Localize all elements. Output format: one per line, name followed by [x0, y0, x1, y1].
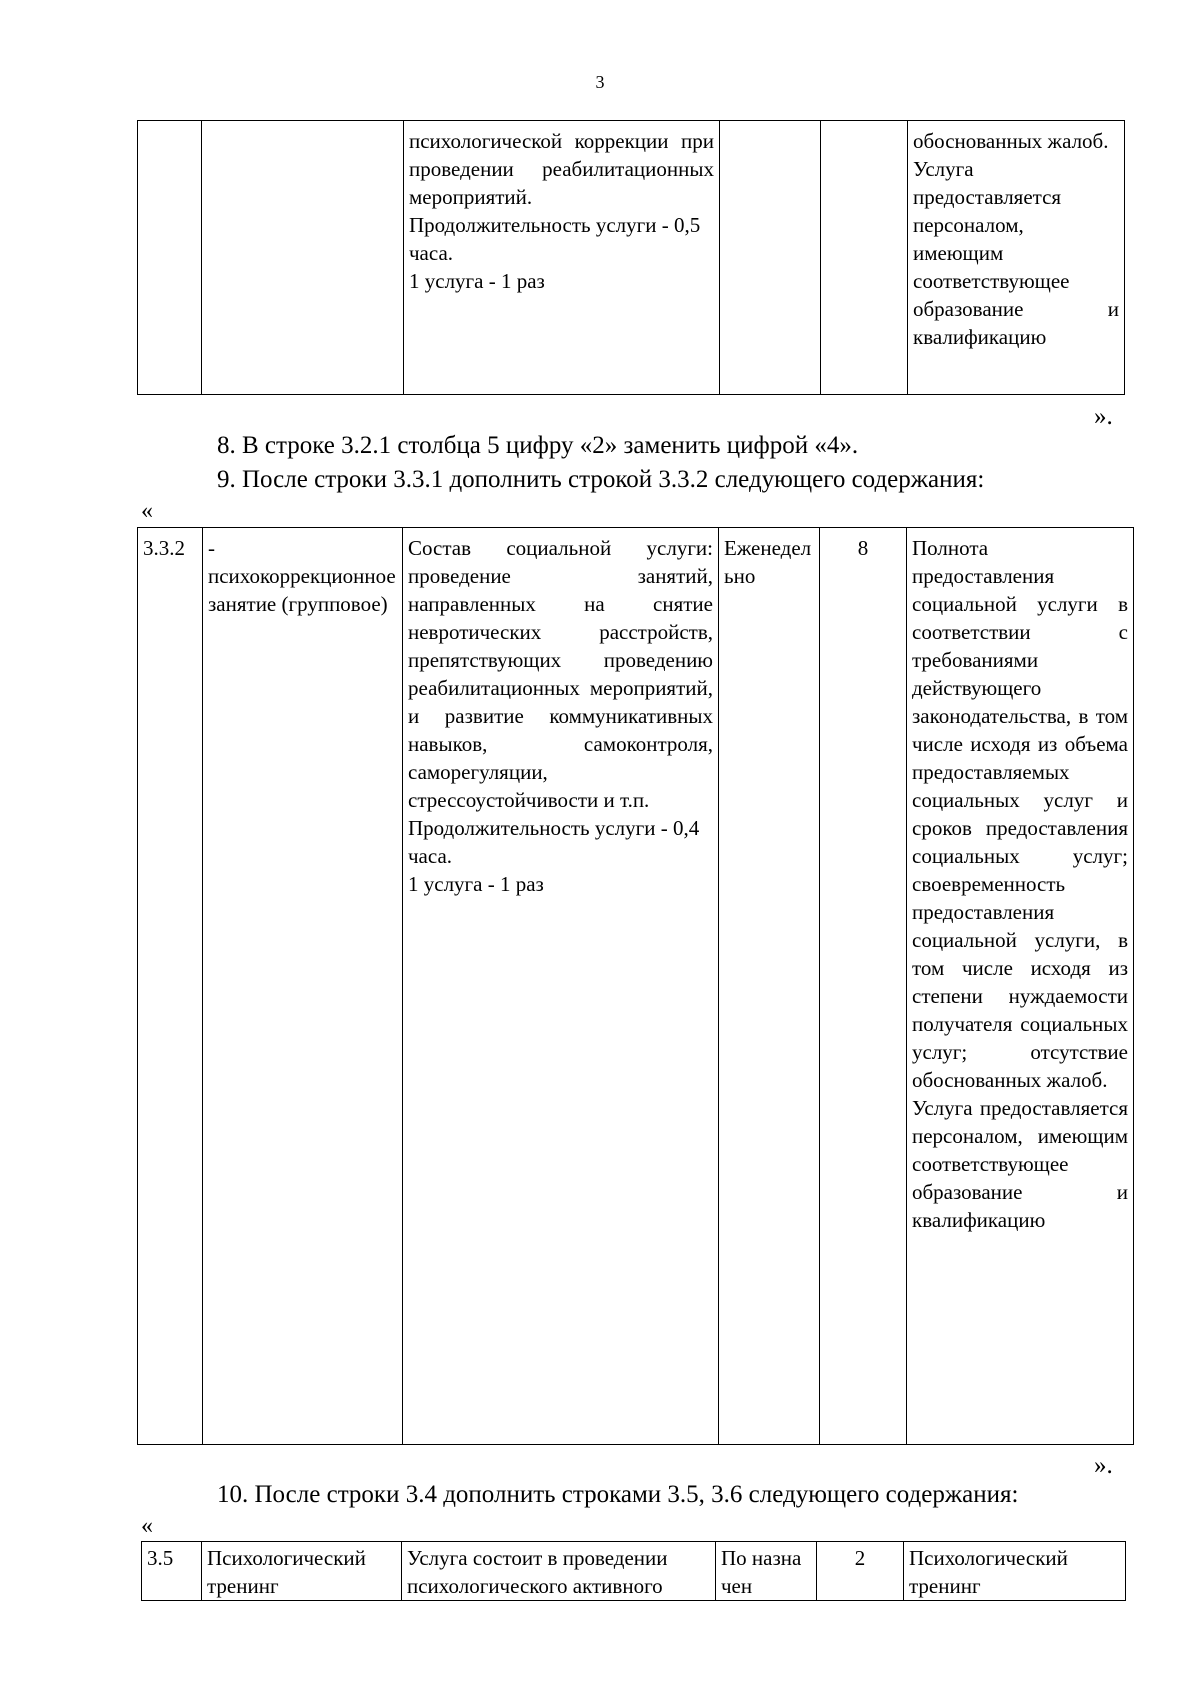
- content-duration: Продолжительность услуги - 0,4 часа.: [408, 816, 700, 868]
- cell-frequency: По назначен: [716, 1542, 817, 1601]
- cell-quality: [907, 528, 1134, 1445]
- cell-count: 8: [820, 528, 907, 1445]
- cell-frequency: Еженедельно: [719, 528, 820, 1445]
- content-frequency: 1 услуга - 1 раз: [408, 872, 544, 896]
- content-text: Состав социальной услуги: проведение занятий, направленных на снятие невротических расстройств, препятствующих проведению реабилитационных мероприятий, и развитие коммуникативных навыков, самоконтроля, саморегуляции, стрессоустойчивости и т.п.: [408, 536, 713, 812]
- closing-quote-1: ».: [1094, 403, 1113, 430]
- table-row: [138, 528, 1134, 1445]
- cell-name: - психокоррекционное занятие (групповое): [203, 528, 403, 1445]
- cell-content: [404, 121, 720, 395]
- closing-quote-2: ».: [1094, 1452, 1113, 1479]
- opening-quote-1: «: [141, 498, 153, 524]
- cell-content: [403, 528, 719, 1445]
- table-row: [138, 121, 1125, 395]
- quality-staff: Услуга предоставляется персоналом, имеющим соответствующее образование и квалификацию: [913, 157, 1119, 349]
- quality-text: Полнота предоставления социальной услуги в соответствии с требованиями действующего законодательства, в том числе исходя из объема предоставляемых социальных услуг и сроков предоставления социальных услуг; своевременность предоставления социальной услуги, в том числе исходя из степени нуждаемости получателя социальных услуг; отсутствие обоснованных жалоб.: [912, 536, 1128, 1092]
- page-number: 3: [595, 72, 605, 92]
- cell-number: 3.3.2: [138, 528, 203, 1445]
- cell-quality: Психологический тренинг: [904, 1542, 1126, 1601]
- content-text: психологической коррекции при проведении реабилитационных мероприятий.: [409, 129, 714, 209]
- cell-count: 2: [817, 1542, 904, 1601]
- content-duration: Продолжительность услуги - 0,5 часа.: [409, 213, 701, 265]
- table-continuation: [137, 120, 1125, 395]
- table-row-3-5: [141, 1541, 1126, 1601]
- cell-name: Психологический тренинг: [202, 1542, 402, 1601]
- table-row: [142, 1542, 1126, 1601]
- cell-number: 3.5: [142, 1542, 202, 1601]
- quality-staff: Услуга предоставляется персоналом, имеющим соответствующее образование и квалификацию: [912, 1096, 1128, 1232]
- paragraph-9: 9. После строки 3.3.1 дополнить строкой 3.3.2 следующего содержания:: [217, 466, 985, 493]
- cell-frequency: [720, 121, 821, 395]
- table-row-3-3-2: [137, 527, 1134, 1445]
- cell-number: [138, 121, 202, 395]
- cell-quality: [908, 121, 1125, 395]
- cell-name: [202, 121, 404, 395]
- cell-content: Услуга состоит в проведении психологического активного: [402, 1542, 716, 1601]
- cell-count: [821, 121, 908, 395]
- content-frequency: 1 услуга - 1 раз: [409, 269, 545, 293]
- opening-quote-2: «: [141, 1513, 153, 1539]
- paragraph-8: 8. В строке 3.2.1 столбца 5 цифру «2» заменить цифрой «4».: [217, 432, 859, 459]
- quality-text: обоснованных жалоб.: [913, 129, 1109, 153]
- paragraph-10: 10. После строки 3.4 дополнить строками 3.5, 3.6 следующего содержания:: [217, 1481, 1019, 1508]
